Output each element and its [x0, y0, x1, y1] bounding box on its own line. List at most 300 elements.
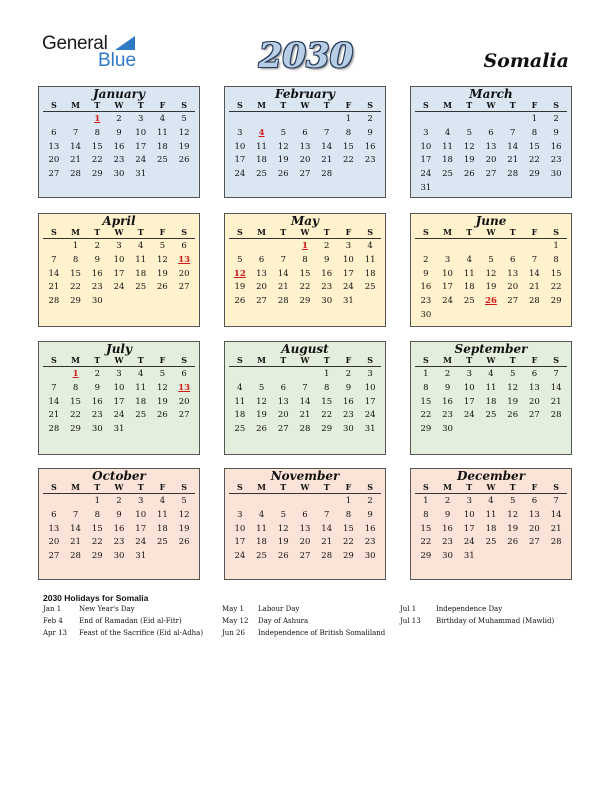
day: 6: [488, 127, 494, 138]
weekday-header: T: [130, 227, 152, 239]
holiday-entry: [222, 604, 299, 615]
weekday-header: S: [415, 100, 437, 112]
day: 31: [113, 424, 125, 435]
day: 3: [345, 241, 352, 251]
empty-day: [458, 112, 480, 126]
day: 2: [345, 369, 352, 379]
day: 10: [135, 127, 147, 138]
day: 18: [256, 537, 267, 548]
holiday-day: 13: [178, 382, 191, 393]
day-grid: [411, 355, 571, 436]
empty-day: [251, 239, 273, 253]
day: 20: [256, 282, 267, 293]
logo-text-blue: Blue: [98, 50, 137, 71]
weekday-header: W: [480, 100, 502, 112]
weekday-header: S: [43, 100, 65, 112]
day: 30: [343, 424, 354, 435]
day: 26: [157, 282, 168, 293]
holidays-title: 2030 Holidays for Somalia: [43, 593, 149, 603]
day: 22: [420, 537, 432, 548]
day: 30: [91, 424, 103, 435]
day: 4: [137, 369, 144, 379]
day: 8: [72, 254, 79, 265]
day: 23: [442, 537, 453, 548]
empty-day: [272, 112, 294, 126]
day: 1: [345, 114, 352, 124]
day: 11: [485, 509, 497, 520]
weekday-header: F: [524, 355, 546, 367]
day: 3: [466, 496, 472, 506]
day: 17: [234, 537, 246, 548]
day: 28: [299, 424, 311, 435]
day: 28: [70, 169, 81, 180]
weekday-header: F: [338, 100, 360, 112]
day: 19: [157, 396, 168, 407]
holiday-date: Apr 13: [43, 629, 68, 637]
day: 22: [529, 155, 540, 166]
day: 16: [550, 141, 562, 152]
weekday-header: S: [545, 355, 567, 367]
month-february: [224, 86, 386, 198]
weekday-header: M: [251, 227, 273, 239]
day: 26: [234, 296, 246, 307]
day: 23: [91, 410, 103, 421]
day: 24: [442, 296, 453, 307]
day: 27: [299, 169, 311, 180]
day: 8: [72, 382, 79, 393]
day: 27: [178, 410, 190, 421]
day: 7: [323, 509, 330, 520]
month-october: [38, 468, 200, 580]
day: 8: [553, 254, 559, 265]
day: 31: [135, 551, 147, 562]
day: 23: [91, 282, 103, 293]
day: 26: [507, 537, 519, 548]
day: 24: [463, 410, 475, 421]
weekday-header: M: [65, 227, 87, 239]
month-april: [38, 213, 200, 327]
day: 16: [343, 396, 354, 407]
weekday-header: W: [480, 482, 502, 494]
weekday-header: S: [229, 100, 251, 112]
day: 29: [91, 169, 103, 180]
day: 15: [550, 268, 562, 279]
holiday-day: 26: [485, 296, 497, 307]
day: 27: [529, 410, 540, 421]
day: 3: [116, 241, 122, 251]
day: 11: [364, 254, 376, 265]
day: 26: [507, 410, 519, 421]
day: 21: [277, 282, 289, 293]
day: 31: [343, 296, 354, 307]
day: 22: [420, 410, 432, 421]
month-september: [410, 341, 572, 455]
day: 6: [51, 509, 57, 520]
weekday-header: M: [251, 482, 273, 494]
day: 2: [367, 496, 373, 506]
day: 13: [299, 523, 311, 534]
day: 25: [485, 537, 497, 548]
day: 25: [442, 169, 453, 180]
day: 7: [323, 127, 330, 138]
empty-day: [272, 239, 294, 253]
day: 7: [302, 382, 308, 393]
month-january: [38, 86, 200, 198]
day: 27: [485, 169, 497, 180]
weekday-header: W: [108, 355, 130, 367]
day: 6: [280, 382, 286, 393]
day: 26: [178, 537, 190, 548]
day: 18: [135, 396, 147, 407]
empty-day: [251, 494, 273, 508]
day: 21: [299, 410, 311, 421]
day: 21: [529, 282, 540, 293]
day: 12: [277, 141, 289, 152]
holiday-name: Independence of British Somaliland: [258, 629, 386, 637]
day: 21: [550, 396, 562, 407]
holiday-date: May 1: [222, 605, 244, 613]
day: 19: [507, 523, 519, 534]
day: 10: [463, 509, 475, 520]
weekday-header: T: [86, 355, 108, 367]
day: 28: [321, 551, 333, 562]
day: 2: [423, 254, 429, 265]
month-august: [224, 341, 386, 455]
day: 24: [234, 169, 246, 180]
empty-day: [229, 367, 251, 381]
empty-day: [437, 112, 459, 126]
day: 27: [529, 537, 540, 548]
weekday-header: S: [359, 100, 381, 112]
day: 6: [531, 369, 538, 379]
day: 15: [343, 523, 354, 534]
day: 18: [157, 523, 168, 534]
day: 29: [70, 424, 81, 435]
day: 2: [323, 241, 330, 251]
day: 26: [157, 410, 168, 421]
day: 22: [70, 410, 81, 421]
weekday-header: T: [458, 227, 480, 239]
empty-day: [502, 112, 524, 126]
day: 2: [553, 114, 559, 124]
day-grid: [39, 227, 199, 308]
empty-day: [415, 112, 437, 126]
day: 1: [531, 114, 538, 124]
month-title: February: [274, 87, 335, 101]
weekday-header: W: [294, 100, 316, 112]
empty-day: [229, 112, 251, 126]
day: 17: [343, 268, 354, 279]
month-november: [224, 468, 386, 580]
day: 24: [463, 537, 475, 548]
day: 28: [48, 296, 60, 307]
day: 22: [70, 282, 81, 293]
weekday-header: W: [294, 355, 316, 367]
day: 17: [113, 396, 125, 407]
day: 12: [157, 254, 168, 265]
weekday-header: T: [316, 355, 338, 367]
day: 25: [157, 537, 168, 548]
weekday-header: W: [480, 355, 502, 367]
day: 14: [321, 141, 333, 152]
day: 8: [345, 509, 352, 520]
month-title: June: [475, 214, 507, 228]
day: 14: [550, 509, 562, 520]
weekday-header: W: [294, 227, 316, 239]
month-title: July: [106, 342, 132, 356]
weekday-header: T: [502, 227, 524, 239]
day: 25: [157, 155, 168, 166]
weekday-header: T: [458, 482, 480, 494]
empty-day: [43, 239, 65, 253]
day: 22: [91, 537, 103, 548]
day: 4: [466, 254, 472, 265]
day: 5: [280, 509, 286, 520]
day: 4: [159, 496, 166, 506]
weekday-header: T: [502, 482, 524, 494]
day: 18: [256, 155, 267, 166]
day: 16: [364, 141, 376, 152]
day: 7: [280, 254, 286, 265]
day: 6: [302, 127, 308, 138]
day: 25: [234, 424, 246, 435]
day: 20: [178, 268, 190, 279]
day: 22: [343, 537, 354, 548]
day: 8: [423, 509, 429, 520]
month-may: [224, 213, 386, 327]
day-grid: [39, 355, 199, 436]
day: 5: [466, 127, 472, 138]
day: 1: [423, 369, 429, 379]
holiday-entry: [43, 628, 203, 639]
day: 23: [321, 282, 333, 293]
day: 27: [277, 424, 289, 435]
day: 12: [507, 382, 519, 393]
month-title: December: [456, 469, 526, 483]
country-name: Somalia: [483, 50, 569, 72]
day: 23: [113, 155, 125, 166]
day: 26: [277, 551, 289, 562]
month-title: May: [290, 214, 320, 228]
day: 30: [364, 551, 376, 562]
day: 27: [507, 296, 519, 307]
day: 26: [277, 169, 289, 180]
day: 9: [116, 127, 122, 138]
day: 29: [550, 296, 562, 307]
weekday-header: S: [173, 355, 195, 367]
day: 20: [529, 523, 540, 534]
day: 16: [91, 396, 103, 407]
day: 15: [420, 396, 432, 407]
day: 6: [181, 241, 187, 251]
day: 13: [277, 396, 289, 407]
day: 11: [234, 396, 246, 407]
day: 15: [529, 141, 540, 152]
day: 12: [507, 509, 519, 520]
holiday-day: 1: [72, 369, 79, 379]
day-grid: [39, 100, 199, 181]
day: 11: [135, 254, 147, 265]
holiday-entry: [43, 604, 135, 615]
day: 19: [157, 268, 168, 279]
day: 21: [321, 155, 333, 166]
day: 31: [420, 182, 432, 193]
day: 11: [485, 382, 497, 393]
holiday-date: Jan 1: [43, 605, 62, 613]
day: 24: [234, 551, 246, 562]
day: 8: [94, 509, 100, 520]
weekday-header: T: [316, 100, 338, 112]
day: 17: [420, 155, 432, 166]
holiday-day: 4: [258, 127, 265, 138]
day: 11: [157, 127, 168, 138]
month-title: March: [469, 87, 513, 101]
day: 1: [345, 496, 352, 506]
day: 13: [507, 268, 519, 279]
day: 26: [463, 169, 475, 180]
weekday-header: S: [359, 355, 381, 367]
day: 23: [442, 410, 453, 421]
day: 9: [367, 127, 373, 138]
month-july: [38, 341, 200, 455]
holiday-day: 1: [94, 114, 101, 124]
holiday-date: Feb 4: [43, 617, 63, 625]
day: 11: [256, 141, 267, 152]
day: 6: [181, 369, 187, 379]
day: 14: [299, 396, 311, 407]
day: 20: [277, 410, 289, 421]
weekday-header: T: [130, 355, 152, 367]
weekday-header: T: [130, 482, 152, 494]
day: 20: [299, 155, 311, 166]
day: 9: [423, 268, 429, 279]
day: 21: [48, 410, 60, 421]
day: 21: [507, 155, 519, 166]
day: 19: [256, 410, 267, 421]
day: 28: [321, 169, 333, 180]
empty-day: [437, 239, 459, 253]
day: 8: [323, 382, 330, 393]
day: 18: [485, 523, 497, 534]
day: 3: [116, 369, 122, 379]
day: 27: [299, 551, 311, 562]
day: 20: [178, 396, 190, 407]
day: 21: [321, 537, 333, 548]
weekday-header: M: [437, 482, 459, 494]
day: 15: [91, 523, 103, 534]
day: 5: [509, 369, 516, 379]
day: 5: [258, 382, 265, 393]
month-title: November: [270, 469, 340, 483]
holiday-entry: [222, 628, 385, 639]
day: 2: [94, 369, 100, 379]
weekday-header: W: [480, 227, 502, 239]
day: 14: [48, 268, 60, 279]
day: 10: [135, 509, 147, 520]
day: 2: [444, 496, 451, 506]
day: 22: [550, 282, 562, 293]
weekday-header: T: [86, 482, 108, 494]
day: 3: [237, 127, 243, 138]
day: 9: [94, 254, 100, 265]
day: 3: [137, 496, 144, 506]
weekday-header: F: [338, 227, 360, 239]
day: 22: [343, 155, 354, 166]
day: 29: [321, 424, 333, 435]
day: 6: [509, 254, 516, 265]
day: 16: [113, 141, 125, 152]
month-title: August: [281, 342, 329, 356]
day: 5: [181, 496, 187, 506]
day: 28: [507, 169, 519, 180]
weekday-header: S: [415, 227, 437, 239]
day: 4: [367, 241, 373, 251]
holiday-date: Jul 1: [400, 605, 417, 613]
logo-text-general: General: [42, 33, 108, 54]
day: 5: [181, 114, 187, 124]
day: 8: [94, 127, 100, 138]
day: 23: [364, 155, 376, 166]
weekday-header: M: [65, 355, 87, 367]
holiday-entry: [222, 616, 308, 627]
month-title: January: [93, 87, 145, 101]
holiday-name: End of Ramadan (Eid al-Fitr): [79, 617, 182, 625]
day: 17: [234, 155, 246, 166]
weekday-header: M: [437, 355, 459, 367]
day: 27: [256, 296, 267, 307]
holiday-entry: [400, 604, 502, 615]
day: 16: [442, 396, 453, 407]
day: 19: [178, 141, 190, 152]
weekday-header: S: [173, 482, 195, 494]
day: 16: [321, 268, 333, 279]
holiday-day: 13: [178, 254, 191, 265]
day: 17: [463, 396, 475, 407]
day: 27: [48, 551, 60, 562]
day: 24: [135, 537, 147, 548]
empty-day: [229, 494, 251, 508]
weekday-header: S: [545, 100, 567, 112]
day: 29: [70, 296, 81, 307]
day: 12: [256, 396, 267, 407]
weekday-header: S: [545, 227, 567, 239]
day: 29: [420, 551, 432, 562]
day: 30: [420, 309, 432, 320]
day: 28: [550, 410, 562, 421]
weekday-header: W: [108, 100, 130, 112]
weekday-header: S: [43, 355, 65, 367]
day: 7: [509, 127, 516, 138]
day: 13: [529, 509, 540, 520]
empty-day: [251, 367, 273, 381]
weekday-header: F: [524, 482, 546, 494]
day: 17: [364, 396, 376, 407]
day: 13: [529, 382, 540, 393]
day: 24: [343, 282, 354, 293]
empty-day: [316, 112, 338, 126]
day: 3: [444, 254, 451, 265]
day: 6: [531, 496, 538, 506]
day: 1: [72, 241, 79, 251]
day: 21: [70, 155, 81, 166]
day-grid: [411, 100, 571, 195]
day: 1: [94, 496, 100, 506]
day: 10: [113, 254, 125, 265]
day: 8: [423, 382, 429, 393]
weekday-header: S: [359, 482, 381, 494]
day-grid: [411, 482, 571, 563]
day: 28: [277, 296, 289, 307]
